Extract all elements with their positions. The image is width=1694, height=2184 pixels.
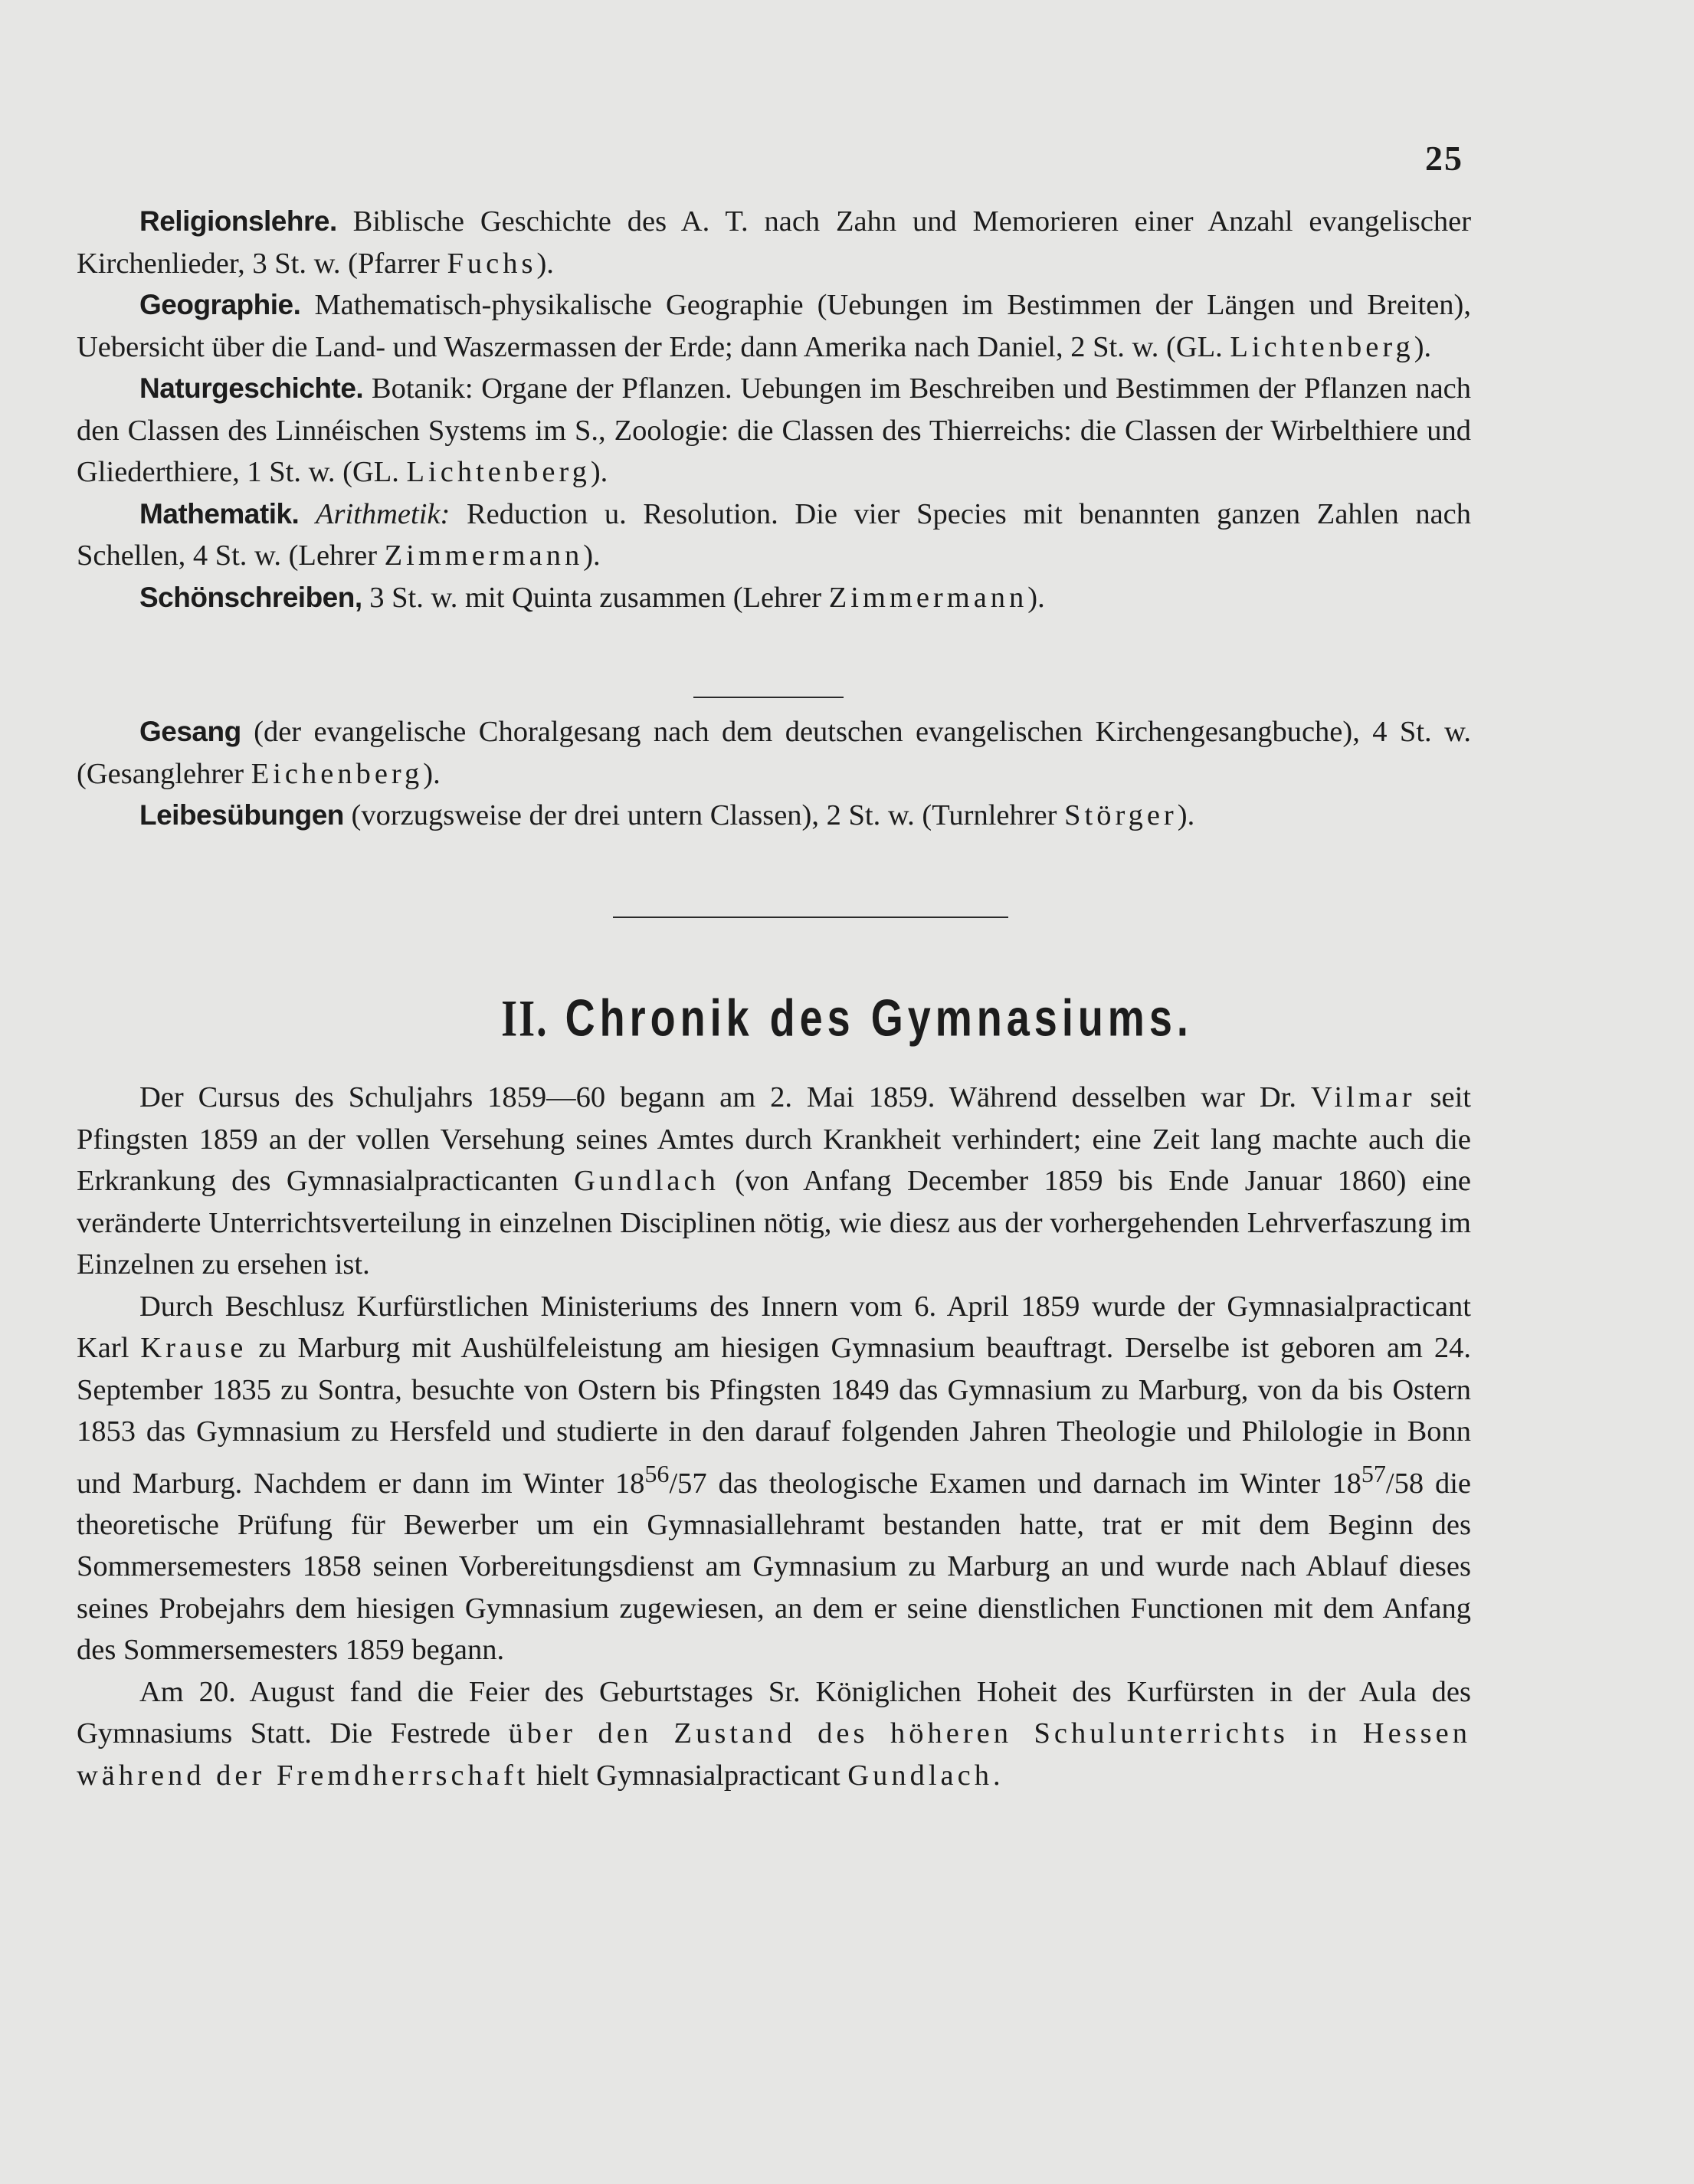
section-divider-short bbox=[693, 697, 844, 698]
chapter-heading bbox=[0, 989, 1694, 1048]
subject-mathematics: Mathematik. Arithmetik: Reduction u. Resolution. Die vier Species mit benannten ganzen Zahlen nach Schellen, 4 St. w. (Lehrer Zimmermann). bbox=[77, 497, 1472, 572]
subjects-block-a bbox=[77, 201, 1471, 618]
subject-heading: Mathematik. bbox=[139, 497, 300, 530]
chronicle-text bbox=[77, 1077, 1471, 1796]
subject-heading: Schönschreiben, bbox=[139, 581, 362, 613]
teacher-name: Eichenberg bbox=[251, 757, 424, 790]
teacher-name: Zimmermann bbox=[828, 581, 1028, 614]
person-name: Gundlach bbox=[574, 1165, 719, 1197]
subject-physical-exercise: Leibesübungen (vorzugsweise der drei untern Classen), 2 St. w. (Turnlehrer Störger). bbox=[139, 799, 1195, 831]
speech-title: über den Zustand des höheren Schulunterrichts in Hessen während der Fremdherrschaft bbox=[77, 1717, 1471, 1792]
teacher-name: Lichtenberg bbox=[1230, 330, 1414, 363]
section-divider-long bbox=[613, 917, 1008, 918]
teacher-name: Störger bbox=[1064, 799, 1178, 831]
subject-heading: Leibesübungen bbox=[139, 799, 344, 831]
subject-heading: Naturgeschichte. bbox=[139, 372, 364, 404]
chapter-title: Chronik des Gymnasiums. bbox=[565, 989, 1193, 1048]
person-name: Krause bbox=[140, 1332, 247, 1364]
subject-heading: Religionslehre. bbox=[139, 205, 337, 237]
subjects-block-b bbox=[77, 711, 1471, 837]
subject-religion: Religionslehre. Biblische Geschichte des A. T. nach Zahn und Memorieren einer Anzahl evangelischer Kirchenlieder, 3 St. w. (Pfarrer Fuchs). bbox=[77, 205, 1472, 280]
subject-heading: Geographie. bbox=[139, 289, 301, 320]
person-name: Vilmar bbox=[1310, 1081, 1416, 1113]
chronicle-paragraph: Der Cursus des Schuljahrs 1859—60 begann am 2. Mai 1859. Während desselben war Dr. Vilmar seit Pfingsten 1859 an der vollen Versehung seines Amtes durch Krankheit verhindert; eine Zeit lang machte auch die Erkrankung des Gymnasialpracticanten Gundlach (von Anfang December 1859 bis Ende Januar 1860) eine veränderte Unterrichtsverteilung in einzelnen Disciplinen nötig, wie diesz aus der vorhergehenden Lehrverfaszung im Einzelnen zu ersehen ist. bbox=[77, 1081, 1471, 1281]
teacher-name: Fuchs bbox=[447, 247, 537, 280]
subject-geography: Geographie. Mathematisch-physikalische Geographie (Uebungen im Bestimmen der Längen und Breiten), Uebersicht über die Land- und Waszermassen der Erde; dann Amerika nach Daniel, 2 St. w. (GL. Lichtenberg). bbox=[77, 289, 1472, 363]
subject-natural-history: Naturgeschichte. Botanik: Organe der Pflanzen. Uebungen im Beschreiben und Bestimmen der Pflanzen nach den Classen des Linnéischen Systems im S., Zoologie: die Classen des Thierreichs: die Classen der Wirbelthiere und Gliederthiere, 1 St. w. (GL. Lichtenberg). bbox=[77, 372, 1472, 488]
teacher-name: Lichtenberg bbox=[406, 456, 591, 488]
chronicle-paragraph: Am 20. August fand die Feier des Geburtstages Sr. Königlichen Hoheit des Kurfürsten in der Aula des Gymnasiums Statt. Die Festrede über den Zustand des höheren Schulunterrichts in Hessen während der Fremdherrschaft hielt Gymnasialpracticant Gundlach. bbox=[77, 1675, 1471, 1792]
teacher-name: Zimmermann bbox=[384, 539, 584, 572]
chapter-number: II. bbox=[501, 989, 549, 1048]
person-name: Gundlach bbox=[847, 1759, 993, 1792]
subject-calligraphy: Schönschreiben, 3 St. w. mit Quinta zusammen (Lehrer Zimmermann). bbox=[139, 581, 1045, 614]
subject-heading: Gesang bbox=[139, 716, 241, 747]
page-number: 25 bbox=[1425, 139, 1463, 178]
chronicle-paragraph: Durch Beschlusz Kurfürstlichen Ministeriums des Innern vom 6. April 1859 wurde der Gymnasialpracticant Karl Krause zu Marburg mit Aushülfeleistung am hiesigen Gymnasium beauftragt. Derselbe ist geboren am 24. September 1835 zu Sontra, besuchte von Ostern bis Pfingsten 1849 das Gymnasium zu Marburg, von da bis Ostern 1853 das Gymnasium zu Hersfeld und studierte in den darauf folgenden Jahren Theologie und Philologie in Bonn und Marburg. Nachdem er dann im Winter $18^{56}/57$ das theologische Examen und darnach im Winter $18^{57}/58$ die theoretische Prüfung für Bewerber um ein Gymnasiallehramt bestanden hatte, trat er mit dem Beginn des Sommersemesters 1858 seinen Vorbereitungsdienst am Gymnasium zu Marburg an und wurde nach Ablauf dieses seines Probejahrs dem hiesigen Gymnasium zugewiesen, an dem er seine dienstlichen Functionen mit dem Anfang des Sommersemesters 1859 begann. bbox=[77, 1290, 1471, 1667]
subject-singing: Gesang (der evangelische Choralgesang nach dem deutschen evangelischen Kirchengesangbuche), 4 St. w. (Gesanglehrer Eichenberg). bbox=[77, 716, 1471, 790]
